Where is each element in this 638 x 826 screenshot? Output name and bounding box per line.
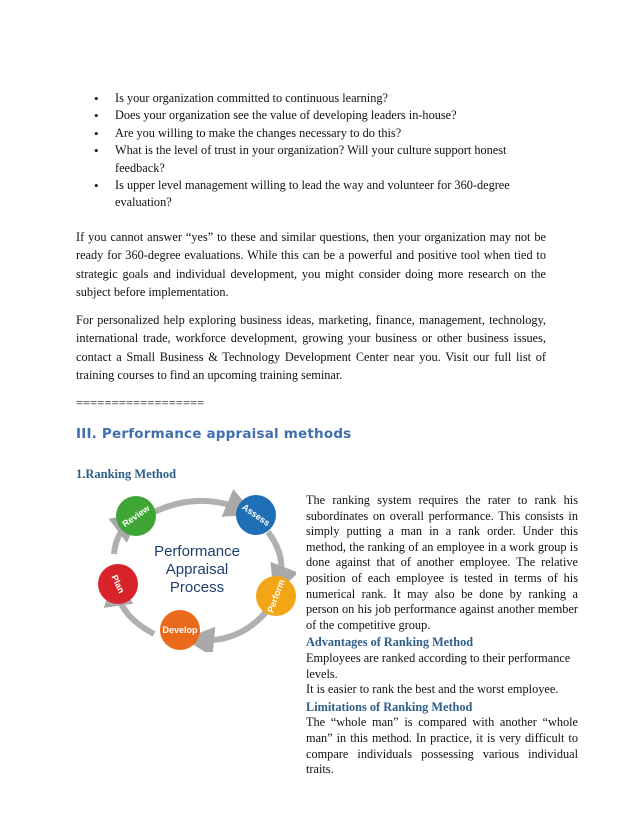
- svg-text:Assess: Assess: [240, 501, 272, 529]
- readiness-paragraph: If you cannot answer “yes” to these and similar questions, then your organization may not be ready for 360-degree evaluations. While this can be a powerful and positive tool when tied to strategic goals and individual development, you might consider doing more research on the subject before implementation.: [76, 230, 546, 299]
- limitations-text: The “whole man” is compared with another “whole man” in this method. In practice, it is very difficult to compare individuals possessing various individual traits.: [306, 715, 578, 777]
- diagram-title-line1: Performance: [154, 543, 240, 560]
- separator-line: ==================: [76, 396, 205, 410]
- node-review: [116, 496, 156, 536]
- advantages-heading: Advantages of Ranking Method: [306, 635, 474, 650]
- node-plan: [98, 564, 138, 604]
- list-item: • What is the level of trust in your organization? Will your culture support honest feedback?: [94, 142, 534, 177]
- list-item: • Is your organization committed to continuous learning?: [94, 90, 534, 107]
- node-assess: [236, 495, 276, 535]
- list-item: • Is upper level management willing to lead the way and volunteer for 360-degree evaluation?: [94, 177, 534, 212]
- node-perform: [256, 576, 296, 616]
- method-heading: 1.Ranking Method: [76, 467, 177, 481]
- advantages-item: Employees are ranked according to their performance levels.: [306, 650, 571, 681]
- svg-text:Plan: Plan: [109, 573, 127, 595]
- diagram-title-line3: Process: [169, 579, 225, 596]
- list-item: • Are you willing to make the changes necessary to do this?: [94, 125, 534, 142]
- limitations-heading: Limitations of Ranking Method: [306, 699, 473, 714]
- node-develop: [160, 610, 200, 650]
- advantages-item: It is easier to rank the best and the worst employee.: [306, 682, 559, 697]
- help-paragraph: For personalized help exploring business ideas, marketing, finance, management, technology, international trade, workforce development, growing your business or other business issues, contact a Small Business & Technology Development Center near you. Visit our full list of training courses to find an upcoming training seminar.: [76, 313, 546, 382]
- svg-text:Review: Review: [120, 503, 152, 529]
- performance-appraisal-process-diagram: [98, 488, 296, 652]
- svg-text:Develop: Develop: [162, 625, 198, 635]
- svg-text:Perform: Perform: [265, 578, 287, 614]
- question-list: [94, 90, 534, 212]
- section-heading: III. Performance appraisal methods: [76, 426, 352, 442]
- ranking-text: The ranking system requires the rater to rank his subordinates on overall performance. This consists in simply putting a man in a rank order. Under this method, the ranking of an employee in a work group is done against that of another employee. The relative position of each employee is tested in terms of his numerical rank. It may also be done by ranking a person on his job performance against another member of the competitive group.: [306, 493, 578, 632]
- diagram-title-line2: Appraisal: [165, 561, 229, 578]
- list-item: • Does your organization see the value of developing leaders in-house?: [94, 107, 534, 124]
- ranking-description-column: [306, 493, 578, 778]
